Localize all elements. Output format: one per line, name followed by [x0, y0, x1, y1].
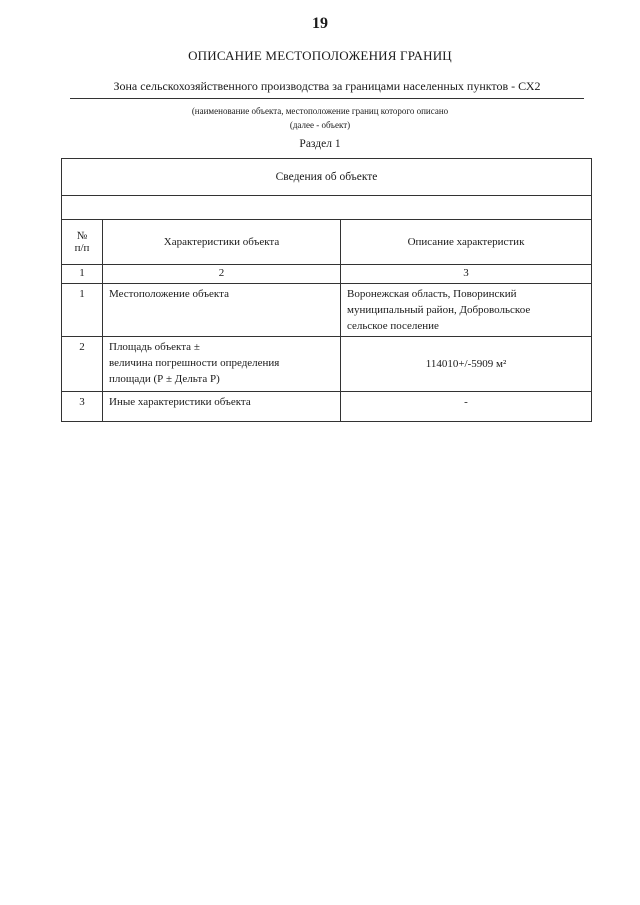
- table-row: [62, 392, 592, 422]
- row-description: [341, 284, 592, 337]
- column-header-number-line2: п/п: [74, 242, 90, 254]
- table-row: [62, 337, 592, 392]
- row-characteristic: [103, 337, 341, 392]
- row-characteristic-line: площади (Р ± Дельта Р): [109, 373, 220, 385]
- column-header-description: Описание характеристик: [341, 220, 592, 265]
- column-number: 3: [341, 265, 592, 284]
- object-name-caption-line1: (наименование объекта, местоположение границ которого описано: [191, 106, 449, 116]
- column-number: 1: [62, 265, 103, 284]
- column-header-number: [62, 220, 103, 265]
- column-header-number-line1: №: [76, 230, 88, 242]
- row-characteristic-line: Площадь объекта ±: [109, 341, 200, 353]
- row-description: 114010+/-5909 м²: [341, 337, 592, 392]
- column-header-row: [62, 220, 592, 265]
- row-characteristic: Местоположение объекта: [103, 284, 341, 337]
- row-description-line: Воронежская область, Поворинский: [347, 288, 517, 300]
- table-heading: Сведения об объекте: [62, 159, 592, 196]
- row-description-line: муниципальный район, Добровольское: [347, 304, 531, 316]
- object-name-caption-line2: (далее - объект): [289, 120, 351, 130]
- document-title: ОПИСАНИЕ МЕСТОПОЛОЖЕНИЯ ГРАНИЦ: [188, 48, 452, 63]
- column-number: 2: [103, 265, 341, 284]
- section-label: Раздел 1: [299, 138, 341, 150]
- row-characteristic: Иные характеристики объекта: [103, 392, 341, 422]
- row-number: 3: [62, 392, 103, 422]
- object-name: Зона сельскохозяйственного производства за границами населенных пунктов - СХ2: [70, 79, 584, 99]
- row-characteristic-line: величина погрешности определения: [109, 357, 280, 369]
- page-number: 19: [312, 15, 328, 32]
- object-info-table: [61, 158, 592, 422]
- table-empty-row: [62, 196, 592, 220]
- row-description-line: сельское поселение: [347, 320, 439, 332]
- row-number: 2: [62, 337, 103, 392]
- row-number: 1: [62, 284, 103, 337]
- column-number-row: [62, 265, 592, 284]
- table-row: [62, 284, 592, 337]
- column-header-characteristic: Характеристики объекта: [103, 220, 341, 265]
- row-description: -: [341, 392, 592, 422]
